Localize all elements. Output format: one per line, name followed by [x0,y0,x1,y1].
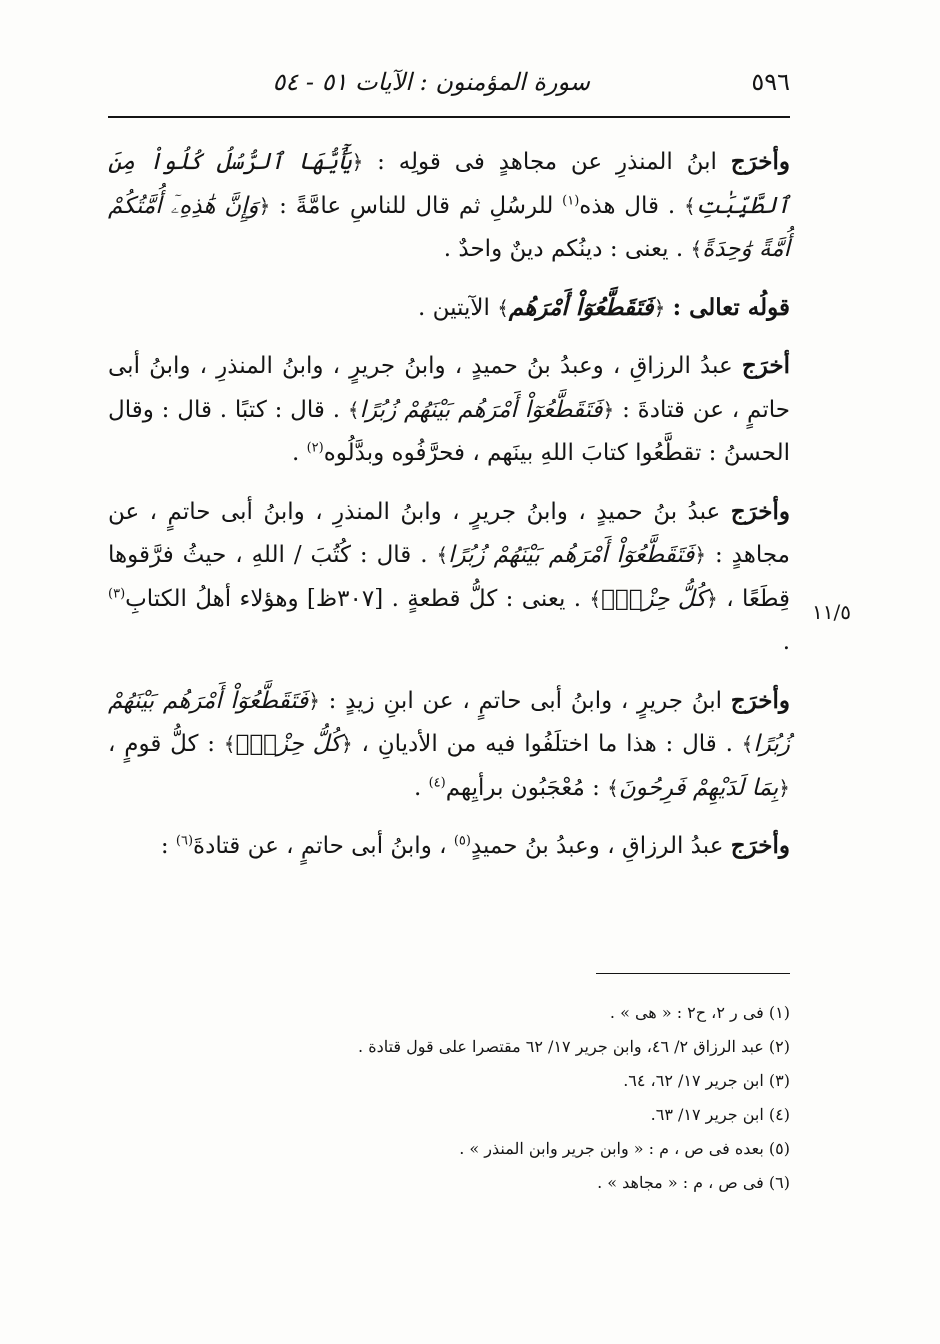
quran-bracket-open: ﴿ [778,775,790,800]
paragraph-lead: وأخرَج [730,497,790,525]
paragraph-text: . قال : كُتُبَ / اللهِ ، حيثُ فرَّقوها قِطَعًا ، [108,542,790,612]
quran-bracket-open: ﴿ [653,295,666,320]
quran-bracket-close: ﴾ [741,732,754,756]
quran-bracket-open: ﴿ [258,193,271,218]
paragraph-text: عبدُ الرزاقِ ، وعبدُ بنُ حميدٍ ، وابنُ جريرٍ ، وابنُ المنذرِ ، وابنُ أبى حاتمٍ ، عن قتادةَ : [108,353,790,423]
page-number: ٥٩٦ [751,68,790,96]
quran-bracket-open: ﴿ [602,397,615,422]
paragraph-lead: وأخرَج [730,148,790,175]
heading-lead: قولُه تعالى : [672,293,790,321]
quran-bracket-close: ﴾ [690,237,703,261]
paragraph-text: : كلُّ قومٍ ، [108,731,224,757]
quran-quote: كُلُّ حِزْبٍۢ [235,731,341,757]
footnote-item: (٢) عبد الرزاق ٢/ ٤٦، وابن جرير ١٧/ ٦٢ مقتصرا على قول قتادة . [358,1037,790,1056]
running-title: سورة المؤمنون : الآيات ٥١ - ٥٤ [272,68,590,96]
paragraph-text: : [160,833,176,859]
quran-quote: كُلُّ حِزْبٍۢ [601,585,707,612]
margin-manuscript-ref: ١١/٥ [812,600,851,624]
paragraph-lead: وأخرَج [730,686,790,714]
quran-bracket-close: ﴾ [436,543,449,567]
footnotes [108,996,790,1200]
quran-bracket-close: ﴾ [683,193,696,218]
footnote-item: (٦) فى ص ، م : « مجاهد » . [597,1173,790,1192]
quran-quote: وَإِنَّ هَٰذِهِۦٓ أُمَّتُكُمْ أُمَّةً وَٰحِدَةً [108,192,790,262]
paragraph-text: . يعنى : دينُكم دينٌ واحدٌ . [443,236,691,262]
paragraph-text: ابنُ جريرٍ ، وابنُ أبى حاتمٍ ، عن ابنِ زيدٍ : [319,687,731,714]
quran-bracket-open: ﴿ [694,543,707,567]
paragraph-text: . قال : هذا ما اختلَفُوا فيه من الأديانِ ، [352,731,742,757]
footnote-ref[interactable]: (٤) [428,774,446,790]
paragraph-text: : مُعْجَبُون برأيِهم [445,774,608,801]
footnote-ref[interactable]: (٥) [453,833,471,849]
quran-bracket-open: ﴿ [706,586,718,611]
paragraph-text: . قال هذه [579,192,684,219]
quran-quote: فَتَقَطَّعُوٓاْ أَمْرَهُم بَيْنَهُمْ زُبُرًا [359,396,603,423]
page-header [108,62,790,102]
quran-bracket-open: ﴿ [340,732,353,756]
paragraph-text: عبدُ بنُ حميدٍ ، وابنُ جريرٍ ، وابنُ المنذرِ ، وابنُ أبى حاتمٍ ، عن مجاهدٍ : [108,498,790,568]
quran-bracket-open: ﴿ [308,688,320,713]
paragraph-lead: وأخرَج [730,832,790,859]
paragraph-text: للرسُلِ ثم قال للناسِ عامَّةً : [270,192,563,219]
footnote-ref[interactable]: (٢) [306,440,324,456]
paragraph-text: . [413,774,429,801]
footnote-ref[interactable]: (٣) [108,585,126,601]
header-divider [108,116,790,118]
quran-bracket-close: ﴾ [347,397,360,422]
main-text [108,140,790,883]
paragraph-3 [108,344,790,476]
quran-bracket-open: ﴿ [351,150,364,174]
footnote-item: (٤) ابن جرير ١٧/ ٦٣. [650,1105,790,1124]
footnote-ref[interactable]: (١) [562,192,580,208]
paragraph-text: عبدُ الرزاقِ ، وعبدُ بنُ حميدٍ [470,833,731,859]
paragraph-5 [108,679,790,811]
paragraph-text: . يعنى : كلُّ قطعةٍ . [٣٠٧ظ] وهؤلاء أهلُ الكتابِ [125,585,590,612]
quran-quote: فَتَقَطَّعُوٓاْ أَمْرَهُم [508,293,654,321]
footnote-ref[interactable]: (٦) [175,833,194,849]
paragraph-text: ابنُ المنذرِ عن مجاهدٍ فى قولِه : [363,149,731,175]
quran-bracket-close: ﴾ [607,775,619,800]
quran-bracket-close: ﴾ [223,732,236,756]
quran-quote: فَتَقَطَّعُوٓاْ أَمْرَهُم بَيْنَهُمْ زُبُرًا [108,687,790,757]
footnote-divider [596,973,790,974]
footnote-item: (٣) ابن جرير ١٧/ ٦٢، ٦٤. [623,1071,790,1090]
section-heading [108,286,790,331]
paragraph-text: . قال : كتبًا . قال : وقال الحسنُ : تقطَّعُوا كتابَ اللهِ بينَهم ، فحرَّفُوه وبدَّلُوه [108,396,790,466]
quran-quote: فَتَقَطَّعُوٓاْ أَمْرَهُم بَيْنَهُمْ زُبُرًا [448,542,695,568]
footnote-item: (٥) بعده فى ص ، م : « وابن جرير وابن المنذر » . [459,1139,790,1158]
quran-bracket-close: ﴾ [497,295,509,320]
quran-bracket-close: ﴾ [589,586,602,611]
footnote-item: (١) فى ر ٢، ح٢ : « هى » . [609,1003,790,1022]
paragraph-lead: أخرَج [741,352,790,379]
quran-quote: بِمَا لَدَيْهِمْ فَرِحُونَ [618,774,779,801]
paragraph-text: ، وابنُ أبى حاتمٍ ، عن قتادةَ [193,833,454,859]
heading-text: الآيتين . [417,294,498,321]
paragraph-text: . [782,629,790,655]
quran-quote: يَٰٓأَيُّهَا ٱلرُّسُلُ كُلُواْ مِنَ ٱلطَّيِّبَٰتِ [108,149,790,219]
paragraph-1 [108,140,790,272]
paragraph-6 [108,824,790,869]
paragraph-4 [108,490,790,665]
paragraph-text: . [291,440,307,466]
